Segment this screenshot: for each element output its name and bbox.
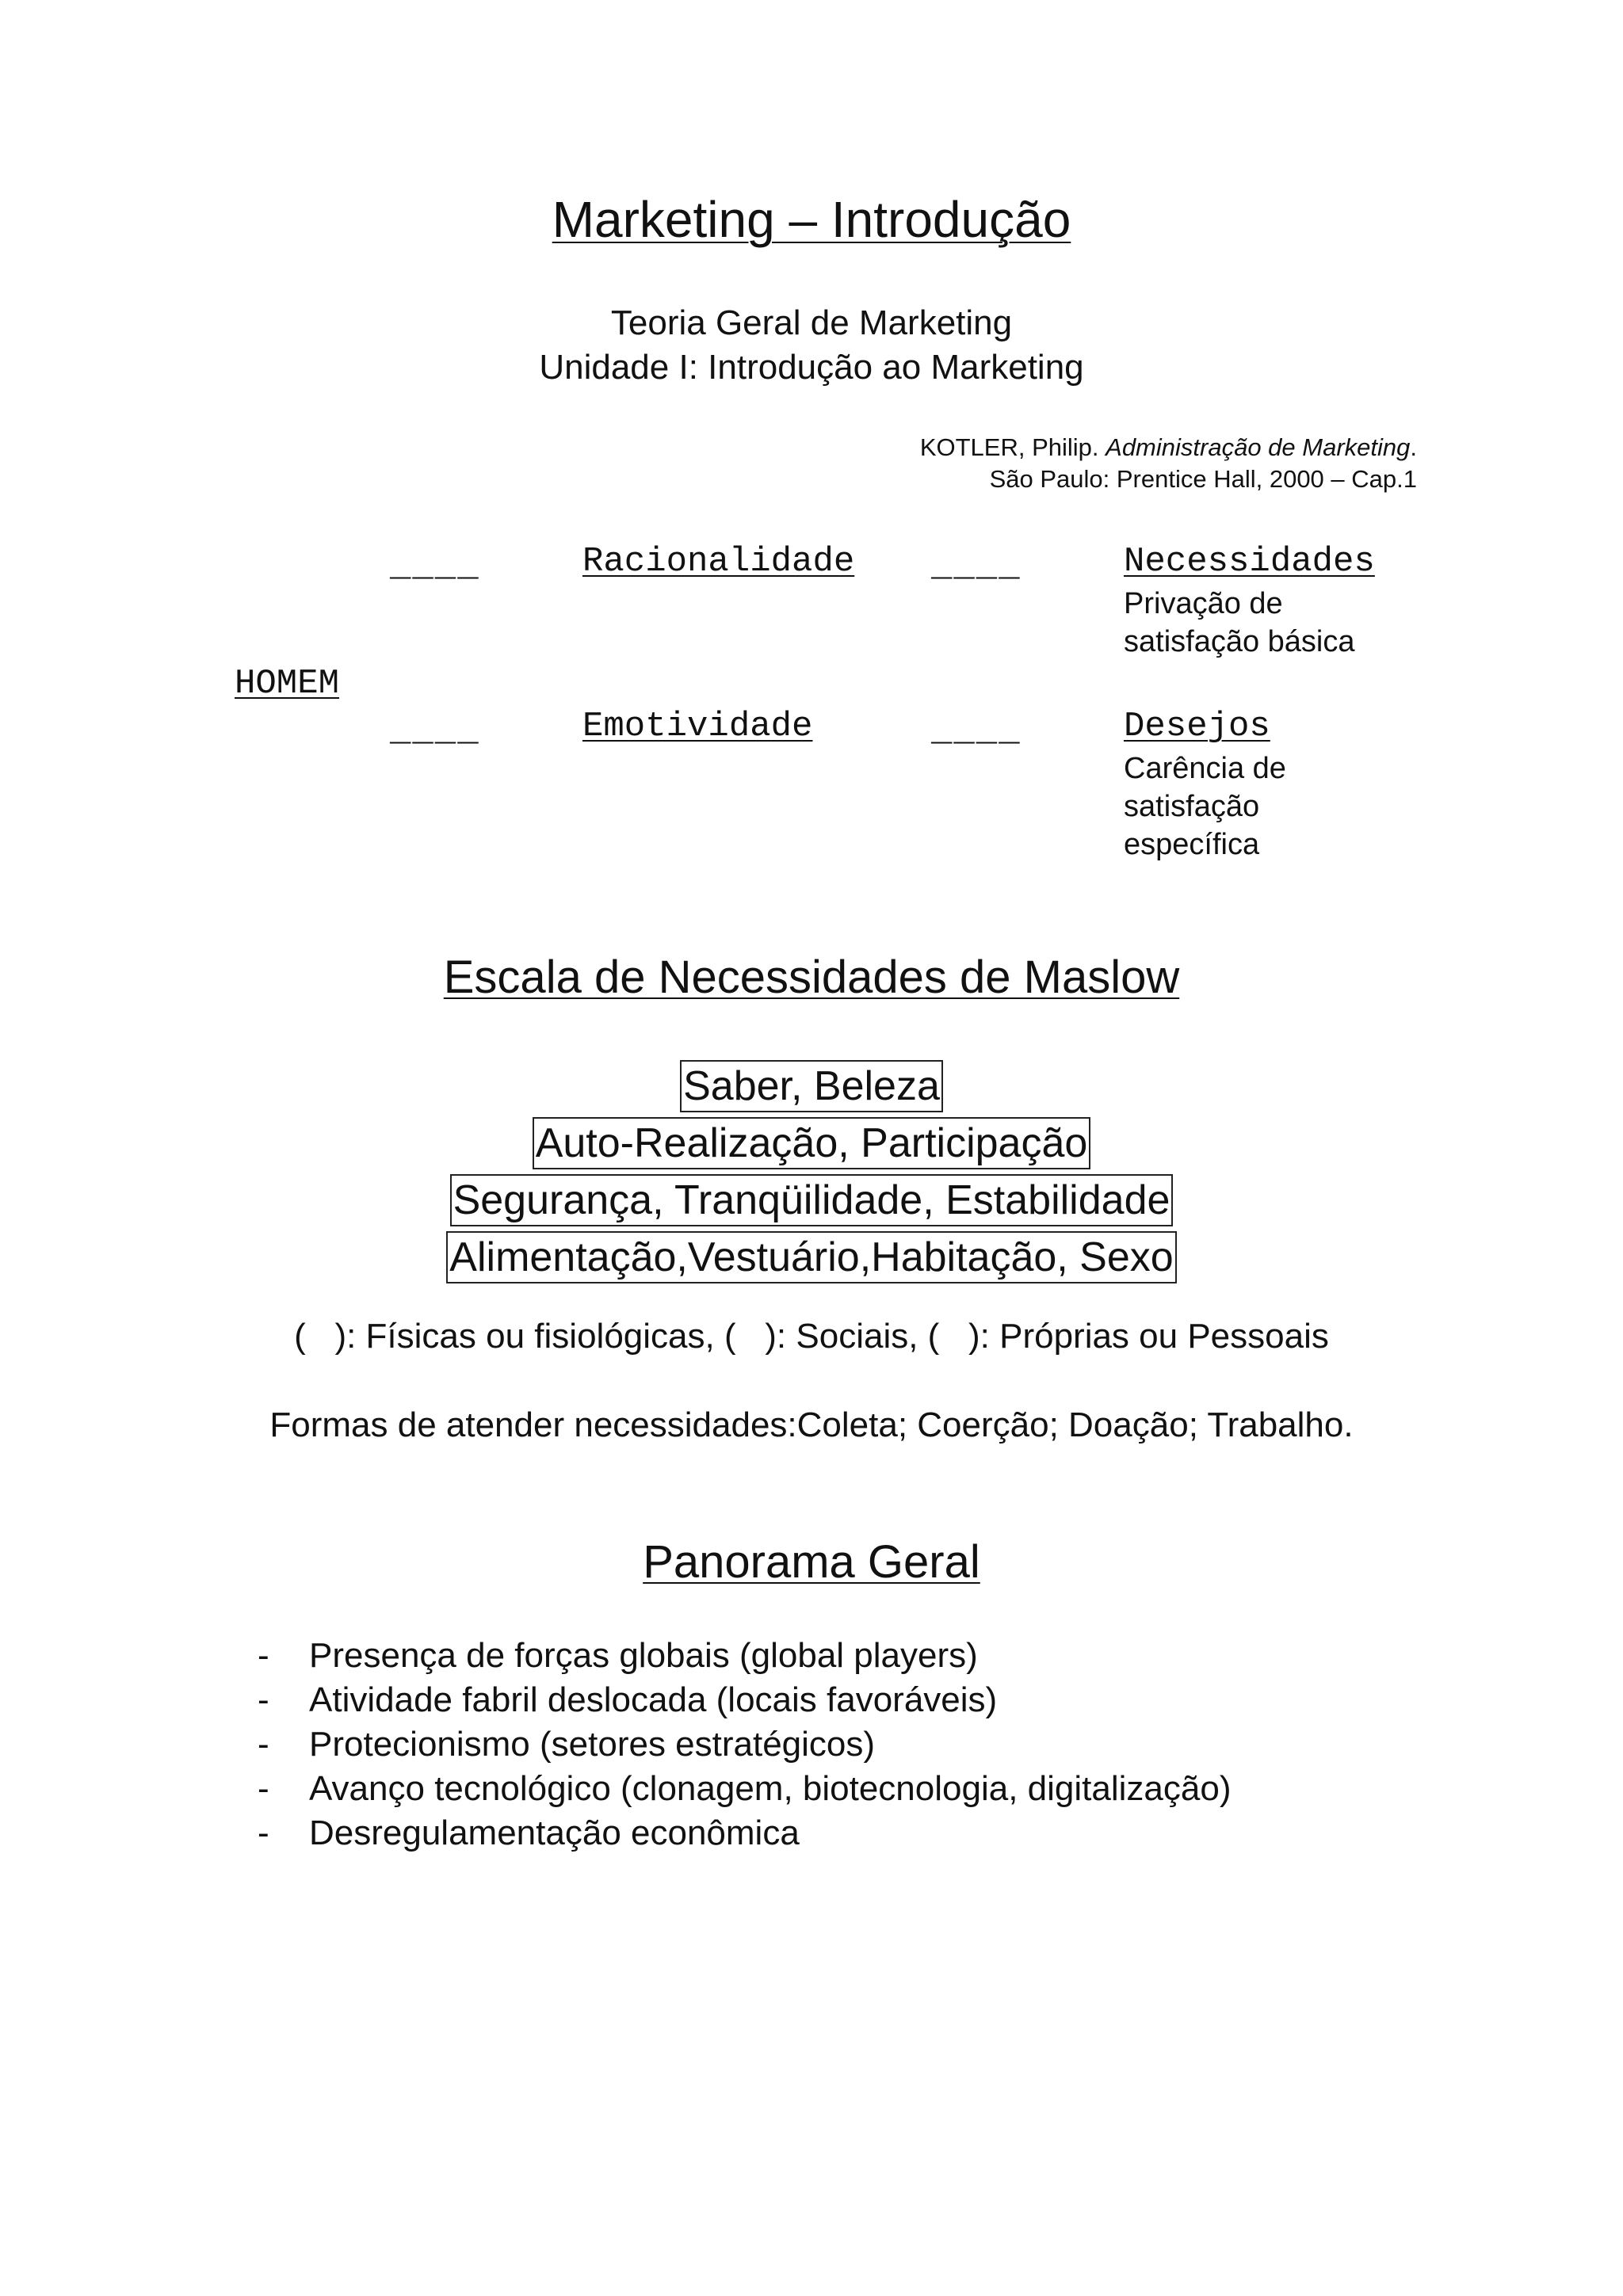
page-title-text: Marketing – Introdução <box>552 191 1071 248</box>
list-item-text: Avanço tecnológico (clonagem, biotecnologia, digitalização) <box>309 1769 1232 1808</box>
bullet: - <box>258 1769 269 1808</box>
desc-line: satisfação <box>1124 790 1260 823</box>
list-item-text: Presença de forças globais (global players) <box>309 1636 978 1675</box>
reference-line-1 <box>920 432 1417 463</box>
list-item-text: Protecionismo (setores estratégicos) <box>309 1725 876 1764</box>
diagram-root-homem: HOMEM <box>235 664 340 704</box>
list-item-text: Desregulamentação econômica <box>309 1814 800 1852</box>
bullet: - <box>258 1814 269 1852</box>
bullet: - <box>258 1636 269 1675</box>
bullet: - <box>258 1725 269 1764</box>
diagram-label-racionalidade: Racionalidade <box>582 542 855 582</box>
panorama-heading-text: Panorama Geral <box>643 1536 980 1588</box>
maslow-heading-text: Escala de Necessidades de Maslow <box>443 952 1180 1003</box>
panorama-heading <box>0 1535 1623 1589</box>
maslow-level: Alimentação,Vestuário,Habitação, Sexo <box>446 1231 1176 1283</box>
bullet: - <box>258 1680 269 1719</box>
diagram-connector: ____ <box>931 711 1022 751</box>
desc-line: Carência de <box>1124 752 1286 785</box>
diagram-target-necessidades: Necessidades <box>1124 542 1375 582</box>
maslow-heading <box>0 951 1623 1004</box>
desc-line: específica <box>1124 828 1260 861</box>
maslow-level: Segurança, Tranqüilidade, Estabilidade <box>450 1174 1174 1226</box>
list-item <box>258 1634 1231 1678</box>
maslow-legend: ( ): Físicas ou fisiológicas, ( ): Sociais, ( ): Próprias ou Pessoais <box>294 1317 1329 1356</box>
list-item-text: Atividade fabril deslocada (locais favoráveis) <box>309 1680 998 1719</box>
page-title <box>0 190 1623 249</box>
reference-author: KOTLER, Philip. <box>919 433 1099 461</box>
diagram-label-emotividade: Emotividade <box>582 707 813 746</box>
list-item <box>258 1767 1231 1811</box>
maslow-level: Auto-Realização, Participação <box>533 1117 1091 1169</box>
maslow-level: Saber, Beleza <box>680 1060 943 1112</box>
panorama-list <box>258 1634 1231 1855</box>
list-item <box>258 1678 1231 1722</box>
desc-line: Privação de <box>1124 587 1283 620</box>
reference-line-2: São Paulo: Prentice Hall, 2000 – Cap.1 <box>989 465 1417 493</box>
reference-period: . <box>1410 433 1417 461</box>
reference-book: Administração de Marketing <box>1106 433 1411 461</box>
reference-citation <box>920 432 1417 495</box>
diagram-connector: ____ <box>390 711 480 751</box>
diagram-target-desejos: Desejos <box>1124 707 1270 746</box>
list-item <box>258 1811 1231 1855</box>
subtitle-course: Teoria Geral de Marketing <box>610 303 1013 342</box>
list-item <box>258 1722 1231 1767</box>
diagram-desc-desejos <box>1124 749 1286 864</box>
subtitle-unit: Unidade I: Introdução ao Marketing <box>539 348 1084 387</box>
diagram-desc-necessidades <box>1124 585 1355 661</box>
diagram-connector: ____ <box>390 547 480 586</box>
desc-line: satisfação básica <box>1124 625 1355 658</box>
diagram-connector: ____ <box>931 547 1022 586</box>
maslow-pyramid <box>0 1058 1623 1286</box>
needs-forms: Formas de atender necessidades:Coleta; Coerção; Doação; Trabalho. <box>269 1405 1354 1444</box>
